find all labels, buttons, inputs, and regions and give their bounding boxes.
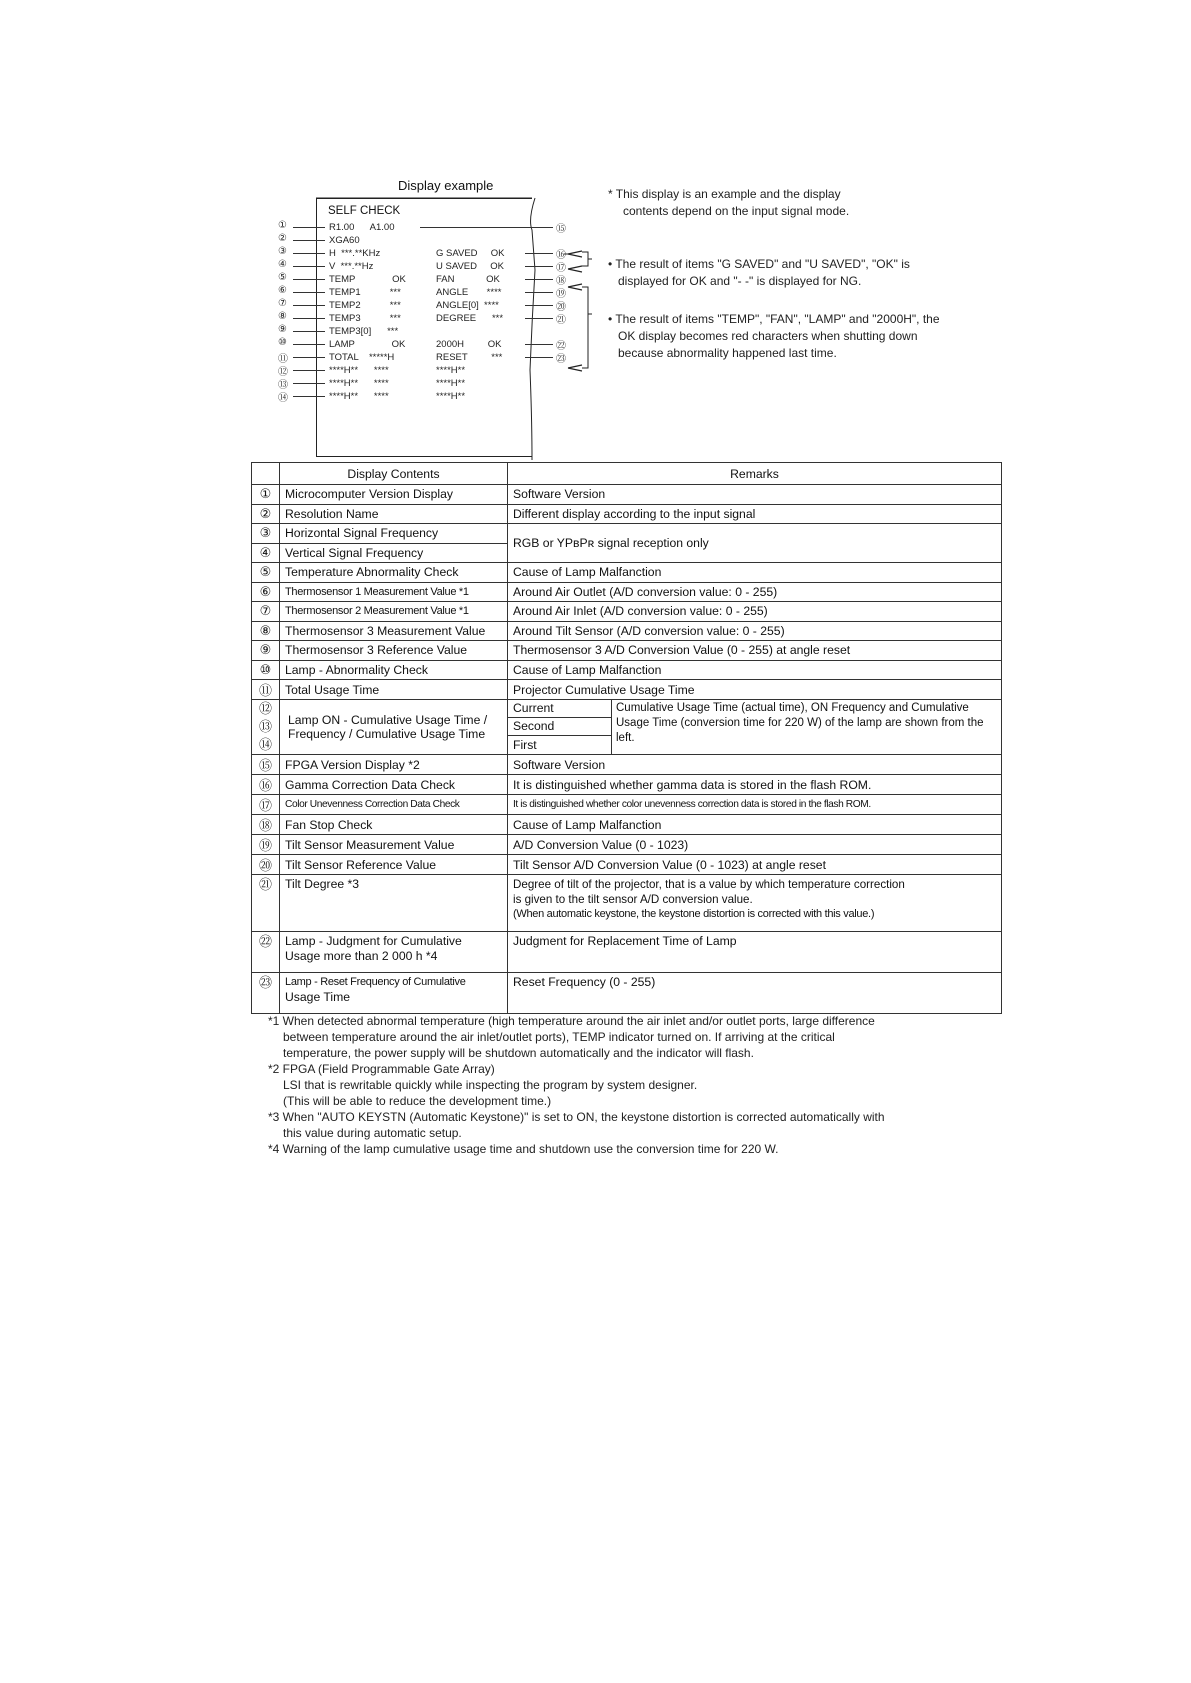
self-check-table — [251, 462, 1002, 1014]
callout-right-leader — [525, 357, 553, 358]
callout-leader-line — [293, 383, 325, 384]
footnote-1-line-2: between temperature around the air inlet/outlet ports), TEMP indicator turned on. If arriving at the critical — [283, 1030, 835, 1044]
table-row — [252, 485, 1002, 505]
screen-line-left: ****H** **** — [329, 391, 389, 402]
sub-second: Second — [508, 718, 611, 736]
callout-leader-line — [293, 292, 325, 293]
callout-left-number: ⑨ — [278, 324, 287, 335]
callout-leader-line — [293, 318, 325, 319]
callout-leader-line — [293, 266, 325, 267]
screen-line-left: TEMP1 *** — [329, 287, 401, 298]
callout-right-leader — [525, 279, 553, 280]
screen-line-left: TEMP OK — [329, 274, 406, 285]
row22-contents-2: Usage more than 2 000 h *4 — [285, 949, 438, 963]
row-remarks: Different display according to the input signal — [508, 504, 1002, 524]
row-contents: Temperature Abnormality Check — [280, 563, 508, 583]
callout-leader-line — [293, 305, 325, 306]
sub-first: First — [513, 738, 537, 752]
row-remarks: Software Version — [508, 755, 1002, 775]
screen-line-right: U SAVED OK — [436, 261, 504, 272]
row-num: ⑲ — [252, 835, 280, 855]
row-remarks: It is distinguished whether color unevenness correction data is stored in the flash ROM. — [508, 795, 1002, 815]
footnote-2-line-1: *2 FPGA (Field Programmable Gate Array) — [268, 1062, 495, 1076]
screen-line-right: ANGLE **** — [436, 287, 502, 298]
row-remarks: Tilt Sensor A/D Conversion Value (0 - 1023) at angle reset — [508, 855, 1002, 875]
row-remarks: A/D Conversion Value (0 - 1023) — [508, 835, 1002, 855]
table-row — [252, 755, 1002, 775]
table-row — [252, 660, 1002, 680]
table-row — [252, 602, 1002, 622]
row-num — [252, 700, 280, 755]
row22-contents-1: Lamp - Judgment for Cumulative — [285, 934, 462, 948]
row-num-12: ⑫ — [258, 701, 272, 716]
table-row — [252, 815, 1002, 835]
row-contents: Total Usage Time — [280, 680, 508, 700]
callout-leader-line — [293, 253, 325, 254]
screen-line-right: ****H** — [436, 378, 466, 389]
table-row — [252, 775, 1002, 795]
callout-right-number: ⑮ — [556, 224, 566, 235]
callout-left-number: ① — [278, 220, 287, 231]
callout-left-number: ⑪ — [278, 354, 288, 365]
row-remarks: Judgment for Replacement Time of Lamp — [508, 932, 1002, 973]
callout-right-number: ⑰ — [556, 263, 566, 274]
row-remarks: Cause of Lamp Malfanction — [508, 660, 1002, 680]
table-row — [252, 504, 1002, 524]
row21-remarks-3: (When automatic keystone, the keystone distortion is corrected with this value.) — [513, 908, 875, 920]
callout-right-number: ㉒ — [556, 341, 566, 352]
row-contents: Thermosensor 1 Measurement Value *1 — [280, 582, 508, 602]
screen-line-left: TEMP3 *** — [329, 313, 401, 324]
row-remarks: Around Tilt Sensor (A/D conversion value: 0 - 255) — [508, 621, 1002, 641]
row-num: ㉑ — [252, 875, 280, 932]
row-contents: Horizontal Signal Frequency — [280, 524, 508, 544]
row-remarks: Around Air Inlet (A/D conversion value: 0 - 255) — [508, 602, 1002, 622]
row-num: ⑮ — [252, 755, 280, 775]
callout-right-number: ㉓ — [556, 354, 566, 365]
callout-right-leader — [525, 292, 553, 293]
row-num: ⑤ — [252, 563, 280, 583]
note-3-line-2: OK display becomes red characters when shutting down — [618, 329, 918, 343]
screen-line-left: ****H** **** — [329, 365, 389, 376]
callout-right-number: ⑯ — [556, 250, 566, 261]
row-num: ⑦ — [252, 602, 280, 622]
row-contents: Fan Stop Check — [280, 815, 508, 835]
row-num: ⑩ — [252, 660, 280, 680]
row-contents: Tilt Degree *3 — [280, 875, 508, 932]
note-3 — [608, 311, 940, 362]
row-remarks: Around Air Outlet (A/D conversion value: 0 - 255) — [508, 582, 1002, 602]
screen-line-left: TEMP2 *** — [329, 300, 401, 311]
row-num-14: ⑭ — [258, 737, 272, 752]
row-num: ㉒ — [252, 932, 280, 973]
row-contents: Thermosensor 3 Measurement Value — [280, 621, 508, 641]
footnote-1-line-3: temperature, the power supply will be shutdown automatically and the indicator will flash. — [283, 1046, 754, 1060]
row-contents: Gamma Correction Data Check — [280, 775, 508, 795]
callout-left-number: ⑭ — [278, 393, 288, 404]
row-num: ⑨ — [252, 641, 280, 661]
screen-line-left: V ***.**Hz — [329, 261, 374, 272]
row-contents: Thermosensor 3 Reference Value — [280, 641, 508, 661]
note-1 — [608, 186, 849, 220]
row23-contents-2: Usage Time — [285, 990, 351, 1004]
row-remarks — [508, 875, 1002, 932]
footnote-3-line-2: this value during automatic setup. — [283, 1126, 462, 1140]
callout-right-leader — [525, 305, 553, 306]
callout-leader-line — [293, 279, 325, 280]
callout-leader-line — [293, 370, 325, 371]
screen-line-left: ****H** **** — [329, 378, 389, 389]
row-num: ⑥ — [252, 582, 280, 602]
footnote-2-line-3: (This will be able to reduce the development time.) — [283, 1094, 552, 1108]
row-num-13: ⑬ — [258, 719, 272, 734]
row21-remarks-2: is given to the tilt sensor A/D conversion value. — [513, 893, 753, 906]
screen-line-left: H ***.**KHz — [329, 248, 381, 259]
row-num: ① — [252, 485, 280, 505]
callout-right-number: ⑱ — [556, 276, 566, 287]
screen-line-right: ****H** — [436, 391, 466, 402]
row-contents: Color Unevenness Correction Data Check — [280, 795, 508, 815]
display-example-title: Display example — [398, 178, 494, 193]
screen-line-right: FAN OK — [436, 274, 500, 285]
row-contents: FPGA Version Display *2 — [280, 755, 508, 775]
row-remarks: RGB or YPʙPʀ signal reception only — [508, 524, 1002, 563]
note-2 — [608, 256, 910, 290]
callout-leader-line — [293, 357, 325, 358]
row-contents — [280, 932, 508, 973]
callout-left-number: ② — [278, 233, 287, 244]
row-num: ⑧ — [252, 621, 280, 641]
row-num: ③ — [252, 524, 280, 544]
row-remarks: Cause of Lamp Malfanction — [508, 563, 1002, 583]
note-3-line-3: because abnormality happened last time. — [618, 346, 837, 360]
screen-line-right: RESET *** — [436, 352, 503, 363]
row-num: ④ — [252, 543, 280, 563]
note-1-line-1: * This display is an example and the display — [608, 187, 841, 201]
screen-line-left: LAMP OK — [329, 339, 406, 350]
screen-line-right: DEGREE *** — [436, 313, 504, 324]
row-contents: Vertical Signal Frequency — [280, 543, 508, 563]
footnote-1-line-1: *1 When detected abnormal temperature (high temperature around the air inlet and/or outlet ports, large difference — [268, 1014, 875, 1028]
callout-arrows — [560, 248, 610, 388]
note-2-line-1: • The result of items "G SAVED" and "U SAVED", "OK" is — [608, 257, 910, 271]
footnotes — [268, 1013, 1008, 1157]
footnote-2-line-2: LSI that is rewritable quickly while inspecting the program by system designer. — [283, 1078, 698, 1092]
row-remarks: Projector Cumulative Usage Time — [508, 680, 1002, 700]
table-row — [252, 641, 1002, 661]
screen-line-left: TEMP3[0] *** — [329, 326, 399, 337]
row-contents: Thermosensor 2 Measurement Value *1 — [280, 602, 508, 622]
callout-right-leader — [420, 227, 553, 228]
screen-line-left: TOTAL *****H — [329, 352, 395, 363]
callout-leader-line — [293, 396, 325, 397]
callout-leader-line — [293, 240, 325, 241]
callout-left-number: ⑬ — [278, 380, 288, 391]
table-row — [252, 680, 1002, 700]
table-row — [252, 835, 1002, 855]
header-blank — [252, 463, 280, 485]
screen-line-left: R1.00 A1.00 — [329, 222, 395, 233]
callout-left-number: ⑩ — [278, 337, 287, 348]
screen-line-left: XGA60 — [329, 235, 360, 246]
row21-remarks-1: Degree of tilt of the projector, that is a value by which temperature correction — [513, 878, 905, 891]
row-remarks: Software Version — [508, 485, 1002, 505]
note-2-line-2: displayed for OK and "- -" is displayed for NG. — [618, 274, 862, 288]
row-contents: Microcomputer Version Display — [280, 485, 508, 505]
callout-left-number: ⑤ — [278, 272, 287, 283]
row-contents: Tilt Sensor Reference Value — [280, 855, 508, 875]
row-contents: Lamp - Abnormality Check — [280, 660, 508, 680]
row-remarks: It is distinguished whether gamma data is stored in the flash ROM. — [508, 775, 1002, 795]
callout-left-number: ⑦ — [278, 298, 287, 309]
header-display-contents: Display Contents — [280, 463, 508, 485]
callout-leader-line — [293, 344, 325, 345]
note-1-line-2: contents depend on the input signal mode. — [623, 204, 850, 218]
callout-right-leader — [525, 253, 553, 254]
table-row — [252, 855, 1002, 875]
callout-left-number: ⑫ — [278, 367, 288, 378]
screen-line-right: ****H** — [436, 365, 466, 376]
row-remarks: Cause of Lamp Malfanction — [508, 815, 1002, 835]
callout-right-leader — [525, 318, 553, 319]
footnote-4-line-1: *4 Warning of the lamp cumulative usage time and shutdown use the conversion time for 220 W. — [268, 1142, 779, 1156]
row-contents: Tilt Sensor Measurement Value — [280, 835, 508, 855]
lamp-usage-remarks-cell — [508, 700, 1002, 755]
table-row — [252, 563, 1002, 583]
row-num: ⑱ — [252, 815, 280, 835]
callout-left-number: ⑧ — [278, 311, 287, 322]
row23-contents-1: Lamp - Reset Frequency of Cumulative — [285, 976, 466, 988]
row-contents — [280, 973, 508, 1014]
row-contents: Resolution Name — [280, 504, 508, 524]
callout-right-number: ⑲ — [556, 289, 566, 300]
callout-right-leader — [525, 344, 553, 345]
note-3-line-1: • The result of items "TEMP", "FAN", "LAMP" and "2000H", the — [608, 312, 940, 326]
callout-right-leader — [525, 266, 553, 267]
sub-current: Current — [508, 700, 611, 718]
lamp-usage-remarks: Cumulative Usage Time (actual time), ON Frequency and Cumulative Usage Time (conversion time for 220 W) of the lamp are shown from the left. — [616, 702, 984, 744]
row-num: ㉓ — [252, 973, 280, 1014]
screen-line-right: ANGLE[0] **** — [436, 300, 499, 311]
row-num: ② — [252, 504, 280, 524]
row-num: ⑳ — [252, 855, 280, 875]
row-num: ⑰ — [252, 795, 280, 815]
row-num: ⑪ — [252, 680, 280, 700]
table-row — [252, 582, 1002, 602]
row-remarks: Reset Frequency (0 - 255) — [508, 973, 1002, 1014]
callout-right-number: ㉑ — [556, 315, 566, 326]
row-remarks: Thermosensor 3 A/D Conversion Value (0 - 255) at angle reset — [508, 641, 1002, 661]
row-num: ⑯ — [252, 775, 280, 795]
table-row — [252, 524, 1002, 544]
callout-left-number: ④ — [278, 259, 287, 270]
lamp-usage-contents: Lamp ON - Cumulative Usage Time / Frequency / Cumulative Usage Time — [280, 700, 508, 755]
callout-leader-line — [293, 331, 325, 332]
self-check-header: SELF CHECK — [328, 205, 401, 217]
header-remarks: Remarks — [508, 463, 1002, 485]
callout-right-number: ⑳ — [556, 302, 566, 313]
table-row — [252, 795, 1002, 815]
callout-left-number: ⑥ — [278, 285, 287, 296]
table-row — [252, 621, 1002, 641]
screen-line-right: G SAVED OK — [436, 248, 505, 259]
footnote-3-line-1: *3 When "AUTO KEYSTN (Automatic Keystone)" is set to ON, the keystone distortion is corrected automatically with — [268, 1110, 885, 1124]
callout-leader-line — [293, 227, 325, 228]
callout-left-number: ③ — [278, 246, 287, 257]
screen-line-right: 2000H OK — [436, 339, 502, 350]
lamp-usage-subs — [508, 700, 612, 754]
